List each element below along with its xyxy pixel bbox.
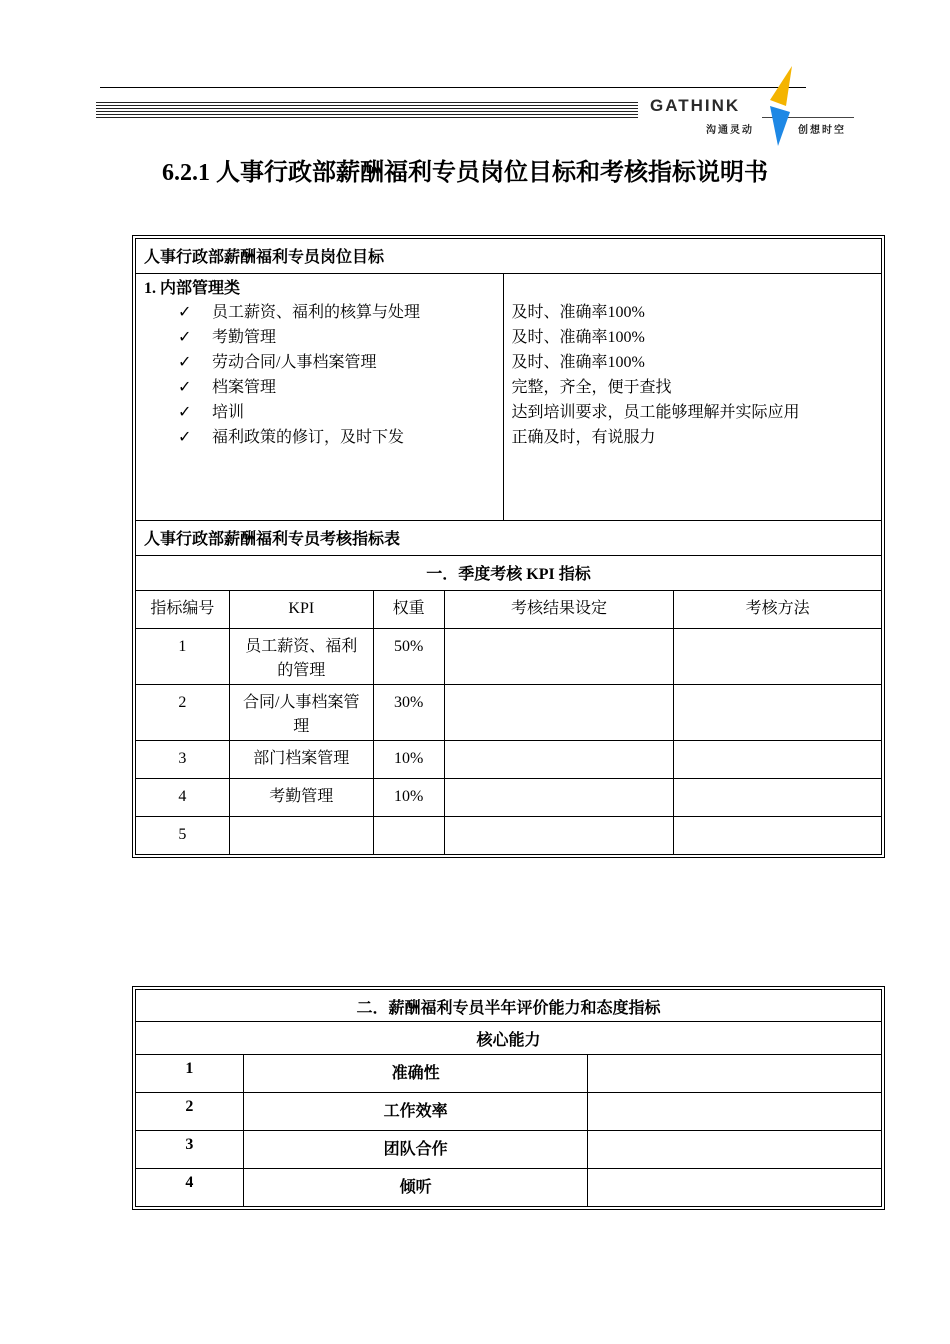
goal-items-cell [136,274,504,521]
table-row [136,1131,882,1169]
table-row [136,741,882,779]
goal-item: ✓ 福利政策的修订，及时下发 [144,425,495,450]
kpi-no: 4 [136,779,230,817]
ability-name: 倾听 [243,1169,588,1207]
check-icon: ✓ [178,404,192,421]
kpi-method [674,629,882,685]
goal-standard: 达到培训要求，员工能够理解并实际应用 [511,404,800,421]
kpi-section-heading: 人事行政部薪酬福利专员考核指标表 [136,521,882,556]
kpi-weight: 10% [373,779,444,817]
kpi-result [444,817,674,855]
check-icon: ✓ [178,354,192,371]
kpi-method [674,817,882,855]
ability-no: 3 [136,1131,244,1169]
check-icon: ✓ [178,329,192,346]
ability-name: 准确性 [243,1055,588,1093]
ability-score [588,1169,882,1207]
kpi-name: 考勤管理 [229,779,373,817]
kpi-column-header: KPI [229,591,373,629]
goal-item: ✓ 考勤管理 [144,325,495,350]
slogan-right: 创想时空 [798,125,846,136]
ability-no: 1 [136,1055,244,1093]
kpi-result [444,779,674,817]
kpi-weight [373,817,444,855]
table-row [136,779,882,817]
ability-subheading: 核心能力 [136,1022,882,1055]
table-row [136,629,882,685]
logo-text: GATHINK [650,96,741,115]
kpi-subheading: 一．季度考核 KPI 指标 [136,556,882,591]
goal-standard: 及时、准确率100% [511,354,645,371]
page-title: 6.2.1 人事行政部薪酬福利专员岗位目标和考核指标说明书 [162,160,768,186]
table-row [136,1093,882,1131]
table-row [136,685,882,741]
kpi-name [229,817,373,855]
table-row [136,817,882,855]
kpi-name: 员工薪资、福利的管理 [229,629,373,685]
slogan-left: 沟通灵动 [706,125,754,136]
kpi-result [444,741,674,779]
kpi-method [674,685,882,741]
check-icon: ✓ [178,429,192,446]
kpi-no: 3 [136,741,230,779]
ability-table [135,989,882,1207]
goal-standard: 及时、准确率100% [511,329,645,346]
ability-no: 2 [136,1093,244,1131]
ability-score [588,1093,882,1131]
goal-item: ✓ 员工薪资、福利的核算与处理 [144,300,495,325]
goal-kpi-table [135,238,882,855]
kpi-result [444,629,674,685]
header-hatch-line [96,117,638,118]
kpi-result [444,685,674,741]
goal-standard: 及时、准确率100% [511,304,645,321]
gathink-logo-icon [756,66,796,148]
kpi-weight: 10% [373,741,444,779]
check-icon: ✓ [178,379,192,396]
kpi-no: 1 [136,629,230,685]
table-row [136,1169,882,1207]
goal-standards-cell [503,274,881,521]
check-icon: ✓ [178,304,192,321]
kpi-weight: 50% [373,629,444,685]
goal-standard: 正确及时，有说服力 [511,429,656,446]
header-hatch-line [96,102,638,103]
kpi-name: 合同/人事档案管理 [229,685,373,741]
header-top-rule [100,87,806,88]
ability-no: 4 [136,1169,244,1207]
goal-standard: 完整，齐全，便于查找 [511,379,672,396]
kpi-column-header: 考核结果设定 [444,591,674,629]
goal-item: ✓ 档案管理 [144,375,495,400]
header-hatch-line [96,105,638,106]
kpi-name: 部门档案管理 [229,741,373,779]
table-row [136,1055,882,1093]
kpi-method [674,741,882,779]
ability-score [588,1131,882,1169]
kpi-method [674,779,882,817]
ability-section-heading: 二．薪酬福利专员半年评价能力和态度指标 [136,990,882,1022]
kpi-column-header: 指标编号 [136,591,230,629]
ability-score [588,1055,882,1093]
goal-item: ✓ 劳动合同/人事档案管理 [144,350,495,375]
goal-item: ✓ 培训 [144,400,495,425]
kpi-no: 2 [136,685,230,741]
ability-name: 工作效率 [243,1093,588,1131]
header-hatch-line [96,108,638,109]
kpi-no: 5 [136,817,230,855]
goal-category: 1. 内部管理类 [144,280,241,297]
ability-name: 团队合作 [243,1131,588,1169]
goal-section-heading: 人事行政部薪酬福利专员岗位目标 [136,239,882,274]
header-hatch-line [96,114,638,115]
kpi-weight: 30% [373,685,444,741]
header-hatch-line [96,111,638,112]
kpi-column-header: 权重 [373,591,444,629]
kpi-column-header: 考核方法 [674,591,882,629]
